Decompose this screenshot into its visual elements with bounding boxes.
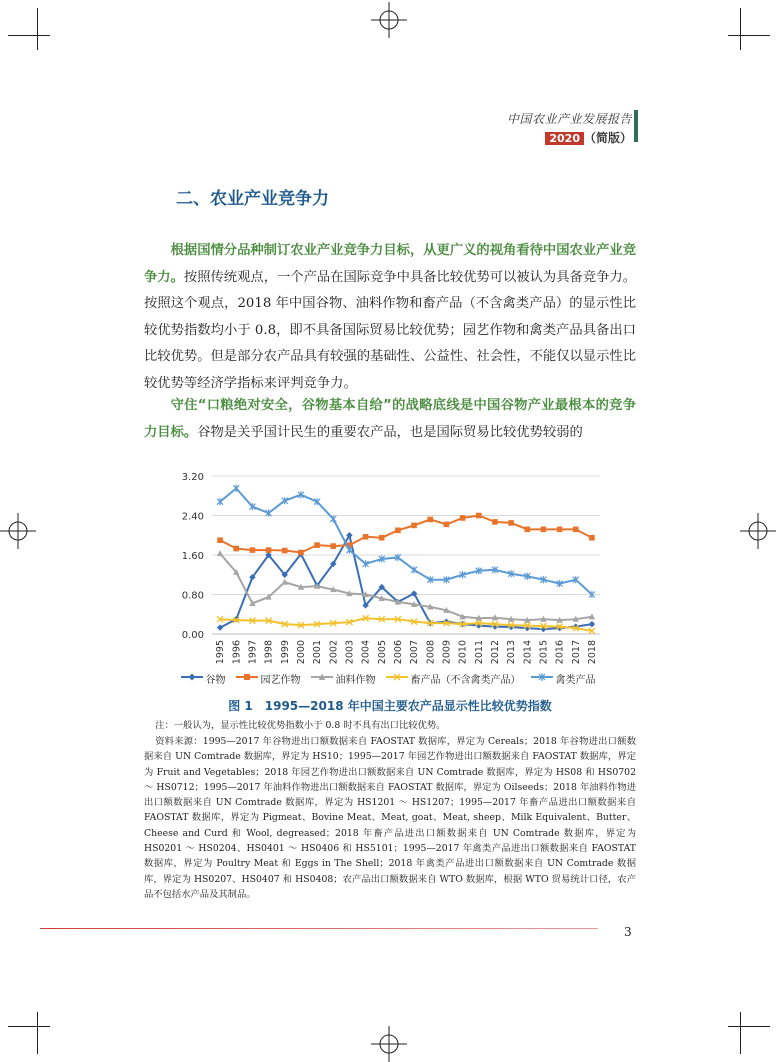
crop-mark <box>8 1026 50 1027</box>
data-point-5 <box>330 515 336 522</box>
paragraph-text: 按照传统观点，一个产品在国际竞争中具备比较优势可以被认为具备竞争力。按照这个观点，2018 年中国谷物、油料作物和畜产品（不含禽类产品）的显示性比较优势指数均小于 0.8，即不具备国际贸易比较优势；园艺作物和禽类产品具备出口比较优势。但是部分农产品具有较强的基础性、公益性、社会性，不能仅以显示性比较优势等经济学指标来评判竞争力。 <box>144 269 637 391</box>
data-point-2 <box>379 535 385 541</box>
x-tick-label: 2004 <box>360 640 372 665</box>
data-point-2 <box>298 550 304 556</box>
x-tick-label: 2007 <box>409 640 421 665</box>
x-tick-label: 2002 <box>328 640 340 665</box>
x-tick-label: 2013 <box>506 640 518 665</box>
data-point-2 <box>476 513 482 519</box>
data-point-2 <box>363 534 369 540</box>
x-tick-label: 2011 <box>473 640 485 665</box>
data-point-2 <box>395 528 401 534</box>
legend-item <box>531 671 596 686</box>
x-tick-label: 1997 <box>247 640 259 665</box>
x-tick-label: 2000 <box>295 640 307 665</box>
report-year: 2020 <box>545 132 584 145</box>
figure-caption: 图 1 1995—2018 年中国主要农产品显示性比较优势指数 <box>228 699 552 713</box>
paragraph <box>144 238 636 397</box>
legend-marker-icon <box>311 671 333 686</box>
data-point-2 <box>573 527 579 533</box>
crop-mark <box>8 35 50 36</box>
chart-legend <box>168 671 608 686</box>
edition-label: （简版） <box>583 131 632 145</box>
x-tick-label: 2009 <box>441 640 453 665</box>
legend-item <box>236 671 301 686</box>
legend-item <box>311 671 376 686</box>
data-point-5 <box>233 485 239 492</box>
legend-label: 畜产品（不含禽类产品） <box>410 675 521 686</box>
legend-label: 谷物 <box>205 675 226 686</box>
data-point-2 <box>233 546 239 552</box>
footer-rule <box>40 928 598 929</box>
header-accent-bar <box>634 110 638 142</box>
chart-svg <box>168 462 608 667</box>
x-tick-label: 2003 <box>344 640 356 665</box>
y-tick-label: 2.40 <box>181 511 204 523</box>
paragraph-highlight: 守住“口粮绝对安全，谷物基本自给”的战略底线是中国谷物产业最根本的竞争力目标。 <box>144 398 636 440</box>
data-point-1 <box>589 621 595 627</box>
paragraph-highlight: 根据国情分品种制订农业产业竞争力目标，从更广义的视角看待中国农业产业竞争力。 <box>144 243 636 285</box>
data-point-2 <box>460 515 466 521</box>
legend-label: 油料作物 <box>335 675 376 686</box>
paragraph <box>144 393 636 446</box>
data-point-2 <box>589 535 595 541</box>
y-tick-label: 0.00 <box>181 630 204 641</box>
running-header <box>507 110 632 146</box>
legend-label: 园艺作物 <box>260 675 301 686</box>
data-point-2 <box>411 523 417 529</box>
figure-note: 注：一般认为，显示性比较优势指数小于 0.8 时不具有出口比较优势。 <box>155 720 446 731</box>
paragraph-text: 谷物是关乎国计民生的重要农产品，也是国际贸易比较优势较弱的 <box>197 424 583 440</box>
x-tick-label: 2012 <box>489 640 501 665</box>
data-point-3 <box>217 550 223 556</box>
data-point-2 <box>330 543 336 549</box>
data-source: 资料来源：1995—2017 年谷物进出口额数据来自 FAOSTAT 数据库，界定为 Cereals；2018 年谷物进出口额数据来自 UN Comtrade 数据库，界定为 HS10；1995—2017 年园艺作物进出口额数据来自 FAOSTAT 数据库，界定为 Fruit and Vegetables；2018 年园艺作物进出口额数据来自 UN Comtrade 数据库，界定为 HS08 和 HS0702 ～ HS0712；1995—2017 年油料作物进出口额数据来自 FAOSTAT 数据库，界定为 Oilseeds；2018 年油料作物进出口额数据来自 UN Comtrade 数据库，界定为 HS1201 ～ HS1207；1995—2017 年畜产品进出口额数据来自 FAOSTAT 数据库，界定为 Pigmeat、Bovine Meat、Meat, goat、Meat, sheep、Milk Equivalent、Butter、Cheese and Curd 和 Wool, degreased；2018 年畜产品进出口额数据来自 UN Comtrade 数据库，界定为 HS0201 ～ HS0204、HS0401 ～ HS0406 和 HS5101；1995—2017 年禽类产品进出口额数据来自 FAOSTAT 数据库，界定为 Poultry Meat 和 Eggs in The Shell；2018 年禽类产品进出口额数据来自 UN Comtrade 数据库，界定为 HS0207、HS0407 和 HS0408；农产品出口额数据来自 WTO 数据库，根据 WTO 贸易统计口径，农产品不包括水产品及其制品。 <box>144 736 636 900</box>
crop-mark <box>728 35 770 36</box>
crop-mark <box>728 1026 770 1027</box>
data-point-3 <box>282 579 288 585</box>
data-point-2 <box>250 547 256 553</box>
registration-mark-icon <box>0 513 36 549</box>
x-tick-label: 1995 <box>215 640 227 665</box>
registration-mark-icon <box>740 513 776 549</box>
x-tick-label: 2005 <box>376 640 388 665</box>
legend-item <box>181 671 226 686</box>
section-title: 二、农业产业竞争力 <box>176 189 329 209</box>
registration-mark-icon <box>371 1026 407 1062</box>
data-point-2 <box>508 520 514 526</box>
data-point-2 <box>217 537 223 543</box>
x-tick-label: 2014 <box>522 640 534 665</box>
x-tick-label: 2001 <box>312 640 324 665</box>
x-tick-label: 2010 <box>457 640 469 665</box>
registration-mark-icon <box>371 2 407 38</box>
data-point-2 <box>444 522 450 528</box>
series-line-2 <box>220 516 592 553</box>
crop-mark <box>37 8 38 50</box>
y-tick-label: 3.20 <box>181 472 204 483</box>
x-tick-label: 2008 <box>425 640 437 665</box>
x-tick-label: 1996 <box>231 640 243 665</box>
report-title: 中国农业产业发展报告 <box>506 112 632 126</box>
x-tick-label: 1999 <box>279 640 291 665</box>
data-point-2 <box>314 542 320 548</box>
legend-marker-icon <box>181 671 203 686</box>
x-tick-label: 2015 <box>538 640 550 665</box>
y-tick-label: 1.60 <box>181 551 204 562</box>
series-line-5 <box>220 488 592 594</box>
data-point-2 <box>266 547 272 553</box>
data-point-2 <box>492 519 498 525</box>
rca-line-chart <box>168 462 608 694</box>
crop-mark <box>740 1012 741 1054</box>
x-tick-label: 1998 <box>263 640 275 665</box>
x-tick-label: 2018 <box>586 640 598 665</box>
x-tick-label: 2016 <box>554 640 566 665</box>
legend-marker-icon <box>386 671 408 686</box>
legend-marker-icon <box>236 671 258 686</box>
data-point-2 <box>524 527 530 533</box>
crop-mark <box>37 1012 38 1054</box>
data-point-5 <box>346 546 352 553</box>
report-edition <box>507 129 632 146</box>
y-tick-label: 0.80 <box>181 590 204 602</box>
data-point-2 <box>282 548 288 554</box>
data-point-2 <box>427 517 433 523</box>
legend-item <box>386 671 521 686</box>
data-point-2 <box>557 527 563 533</box>
crop-mark <box>740 8 741 50</box>
legend-label: 禽类产品 <box>555 675 596 686</box>
page-number: 3 <box>624 925 632 939</box>
x-tick-label: 2006 <box>392 640 404 665</box>
data-point-5 <box>217 498 223 505</box>
data-point-5 <box>411 566 417 573</box>
legend-marker-icon <box>531 671 553 686</box>
data-point-2 <box>541 527 547 533</box>
x-tick-label: 2017 <box>570 640 582 665</box>
